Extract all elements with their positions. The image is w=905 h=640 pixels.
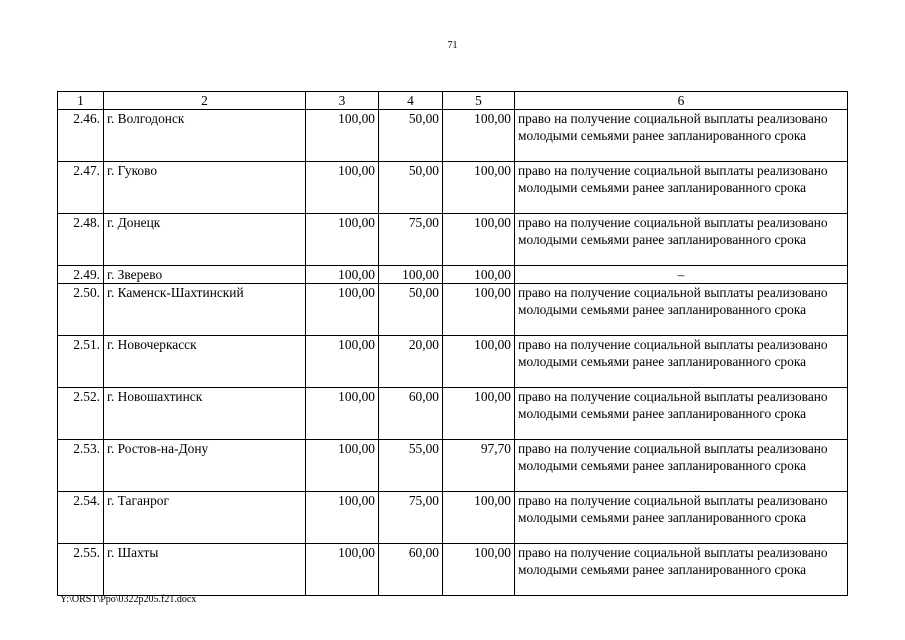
row-number: 2.49. bbox=[58, 266, 104, 284]
row-number: 2.53. bbox=[58, 440, 104, 492]
value-col5: 100,00 bbox=[443, 266, 515, 284]
row-number: 2.51. bbox=[58, 336, 104, 388]
value-col5: 100,00 bbox=[443, 214, 515, 266]
table-row bbox=[58, 110, 848, 162]
city-name: г. Таганрог bbox=[104, 492, 306, 544]
row-number: 2.50. bbox=[58, 284, 104, 336]
value-col3: 100,00 bbox=[306, 162, 379, 214]
value-col4: 50,00 bbox=[379, 110, 443, 162]
table-row bbox=[58, 492, 848, 544]
row-number: 2.52. bbox=[58, 388, 104, 440]
value-col4: 75,00 bbox=[379, 214, 443, 266]
value-col5: 100,00 bbox=[443, 284, 515, 336]
value-col5: 100,00 bbox=[443, 110, 515, 162]
value-col4: 50,00 bbox=[379, 162, 443, 214]
row-number: 2.48. bbox=[58, 214, 104, 266]
page-number: 71 bbox=[447, 40, 458, 51]
note-text: право на получение социальной выплаты реализовано молодыми семьями ранее запланированного срока bbox=[515, 544, 848, 596]
note-text: право на получение социальной выплаты реализовано молодыми семьями ранее запланированного срока bbox=[515, 214, 848, 266]
city-name: г. Новочеркасск bbox=[104, 336, 306, 388]
value-col5: 100,00 bbox=[443, 336, 515, 388]
value-col4: 20,00 bbox=[379, 336, 443, 388]
header-cell: 2 bbox=[104, 92, 306, 110]
header-cell: 5 bbox=[443, 92, 515, 110]
table-header-row bbox=[58, 92, 848, 110]
value-col4: 75,00 bbox=[379, 492, 443, 544]
value-col4: 55,00 bbox=[379, 440, 443, 492]
city-name: г. Ростов-на-Дону bbox=[104, 440, 306, 492]
note-text: право на получение социальной выплаты реализовано молодыми семьями ранее запланированного срока bbox=[515, 336, 848, 388]
table-row bbox=[58, 544, 848, 596]
header-cell: 6 bbox=[515, 92, 848, 110]
table-row bbox=[58, 388, 848, 440]
value-col4: 60,00 bbox=[379, 388, 443, 440]
city-name: г. Волгодонск bbox=[104, 110, 306, 162]
file-path-footer: Y:\ORST\Ppo\0322p205.f21.docx bbox=[60, 594, 197, 605]
value-col5: 100,00 bbox=[443, 544, 515, 596]
value-col5: 100,00 bbox=[443, 388, 515, 440]
value-col3: 100,00 bbox=[306, 544, 379, 596]
value-col5: 97,70 bbox=[443, 440, 515, 492]
value-col5: 100,00 bbox=[443, 492, 515, 544]
city-name: г. Шахты bbox=[104, 544, 306, 596]
city-name: г. Донецк bbox=[104, 214, 306, 266]
table-row bbox=[58, 284, 848, 336]
value-col4: 100,00 bbox=[379, 266, 443, 284]
value-col3: 100,00 bbox=[306, 336, 379, 388]
header-cell: 3 bbox=[306, 92, 379, 110]
row-number: 2.47. bbox=[58, 162, 104, 214]
city-name: г. Каменск-Шахтинский bbox=[104, 284, 306, 336]
row-number: 2.54. bbox=[58, 492, 104, 544]
value-col3: 100,00 bbox=[306, 388, 379, 440]
value-col5: 100,00 bbox=[443, 162, 515, 214]
note-text: право на получение социальной выплаты реализовано молодыми семьями ранее запланированного срока bbox=[515, 110, 848, 162]
value-col3: 100,00 bbox=[306, 110, 379, 162]
note-text: – bbox=[515, 266, 848, 284]
header-cell: 4 bbox=[379, 92, 443, 110]
value-col3: 100,00 bbox=[306, 492, 379, 544]
table-row bbox=[58, 336, 848, 388]
value-col3: 100,00 bbox=[306, 266, 379, 284]
value-col3: 100,00 bbox=[306, 284, 379, 336]
city-name: г. Новошахтинск bbox=[104, 388, 306, 440]
note-text: право на получение социальной выплаты реализовано молодыми семьями ранее запланированного срока bbox=[515, 162, 848, 214]
table-row bbox=[58, 440, 848, 492]
table-row bbox=[58, 162, 848, 214]
value-col3: 100,00 bbox=[306, 214, 379, 266]
value-col3: 100,00 bbox=[306, 440, 379, 492]
table-row bbox=[58, 266, 848, 284]
value-col4: 50,00 bbox=[379, 284, 443, 336]
city-name: г. Гуково bbox=[104, 162, 306, 214]
note-text: право на получение социальной выплаты реализовано молодыми семьями ранее запланированного срока bbox=[515, 284, 848, 336]
note-text: право на получение социальной выплаты реализовано молодыми семьями ранее запланированного срока bbox=[515, 388, 848, 440]
note-text: право на получение социальной выплаты реализовано молодыми семьями ранее запланированного срока bbox=[515, 492, 848, 544]
row-number: 2.46. bbox=[58, 110, 104, 162]
header-cell: 1 bbox=[58, 92, 104, 110]
note-text: право на получение социальной выплаты реализовано молодыми семьями ранее запланированного срока bbox=[515, 440, 848, 492]
data-table bbox=[57, 91, 848, 596]
value-col4: 60,00 bbox=[379, 544, 443, 596]
city-name: г. Зверево bbox=[104, 266, 306, 284]
row-number: 2.55. bbox=[58, 544, 104, 596]
table-row bbox=[58, 214, 848, 266]
